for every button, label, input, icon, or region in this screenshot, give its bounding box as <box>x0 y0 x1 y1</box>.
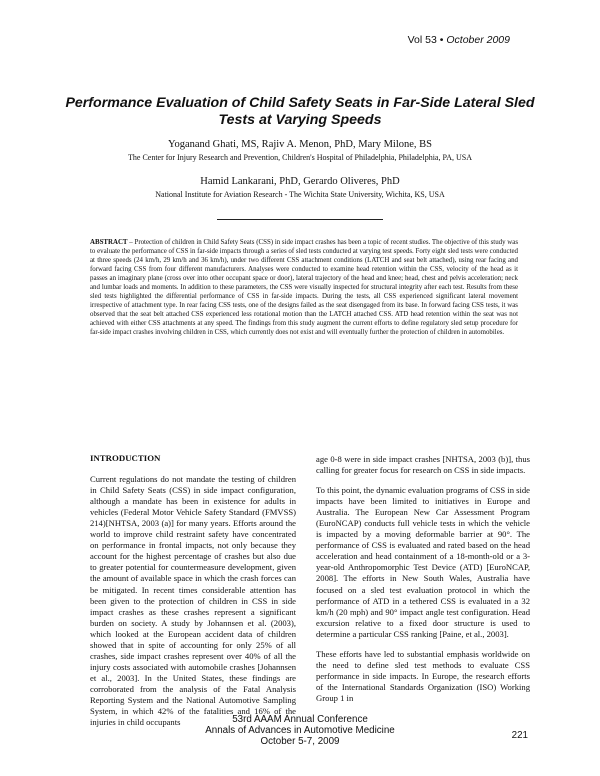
author-list-2: Hamid Lankarani, PhD, Gerardo Oliveres, PhD <box>200 176 400 187</box>
affiliation-1: The Center for Injury Research and Prevention, Children's Hospital of Philadelphia, Philadelphia, PA, USA <box>128 153 472 162</box>
affiliation-2: National Institute for Aviation Research - The Wichita State University, Wichita, KS, USA <box>155 190 445 199</box>
abstract-dash: – <box>127 239 135 246</box>
paragraph: Current regulations do not mandate the testing of children in Child Safety Seats (CSS) in side impact configuration, although a mandate has been in existence for adults in vehicles (Federal Motor Vehicle Safety Standard (FMVSS) 214)[NHTSA, 2003 (a)] for many years. Efforts around the world to improve child restraint safety have concentrated on performance in frontal impacts, not only because they account for the highest percentage of crashes but also due to greater potential for countermeasure development, given the amount of available space in which the crash forces can be mitigated. In recent times considerable attention has been given to the protection of children in CSS in side impact crashes as these crashes represent a significant burden on society. A study by Johannsen et al. (2003), which looked at the European accident data of children showed that in spite of accounting for only 25% of all crashes, side impact crashes represent over 40% of all the injury costs associated with automobile crashes [Johannsen et al., 2003]. In the United States, these findings are corroborated from the analysis of the Fatal Analysis Reporting System and the National Automotive Sampling System, in which 42% of the fatalities and 16% of the injuries in child occupants <box>90 474 296 728</box>
abstract <box>90 238 518 338</box>
paragraph: These efforts have led to substantial emphasis worldwide on the need to define sled test methods to evaluate CSS performance in side impacts. In Europe, the research efforts of the International Standards Organization (ISO) Working Group 1 in <box>316 648 530 703</box>
body-column-right <box>316 454 530 704</box>
header-separator: • <box>439 34 444 46</box>
conference-name: 53rd AAAM Annual Conference <box>232 714 368 725</box>
section-heading-introduction: INTRODUCTION <box>90 453 161 463</box>
author-list-1: Yoganand Ghati, MS, Rajiv A. Menon, PhD, Mary Milone, BS <box>167 139 433 150</box>
paragraph: age 0-8 were in side impact crashes [NHTSA, 2003 (b)], thus calling for greater focus for research on CSS in side impacts. <box>316 454 530 476</box>
abstract-text: Protection of children in Child Safety Seats (CSS) in side impact crashes has been a topic of recent studies. The objective of this study was to evaluate the performance of CSS in far-side impacts through a series of sled tests conducted at varying test speeds. Forty eight sled tests were conducted at three speeds (24 km/h, 29 km/h and 36 km/h), under two different CSS attachment conditions (LATCH and seat belt attached), using rear facing and forward facing CSS from four different manufacturers. Analyses were conducted to examine head retention within the CSS, velocity of the head as it passes an imaginary plane (cross over into other occupant space or door), lateral trajectory of the head and knee; head, chest and pelvis acceleration; neck and lumbar loads and moments. In addition to these parameters, the CSS were visually inspected for structural integrity after each test. Results from these sled tests highlighted the differential performance of CSS in far-side impacts. During the tests, all CSS experienced significant lateral movement irrespective of attachment type. In rear facing CSS tests, one of the designs failed as the seat disengaged from its base. In forward facing CSS tests, it was observed that the seat belt attached CSS experienced less rotational motion than the LATCH attached CSS. ATD head retention within the seat was not achieved with either CSS attachments at any speed. The findings from this study augment the current efforts to define regulatory sled setup procedure for far-side impact crashes involving children in CSS, which currently does not exist and will eventually further the protection of children in automobiles. <box>90 239 518 337</box>
conference-footer <box>150 714 450 747</box>
running-header <box>408 34 510 46</box>
page-number: 221 <box>511 730 528 741</box>
volume-label: Vol 53 <box>407 34 437 46</box>
journal-name: Annals of Advances in Automotive Medicine <box>205 725 395 736</box>
conference-dates: October 5-7, 2009 <box>260 736 340 747</box>
abstract-label: ABSTRACT <box>90 239 128 246</box>
issue-date: October 2009 <box>446 34 510 46</box>
title-divider <box>217 219 383 220</box>
body-column-left <box>90 453 296 728</box>
paragraph: To this point, the dynamic evaluation programs of CSS in side impacts have been limited to initiatives in Europe and Australia. The European New Car Assessment Program (EuroNCAP) conducts full vehicle tests in which the vehicle is impacted by a moving deformable barrier at 90°. The performance of CSS is evaluated and rated based on the head acceleration and head containment of a 18-month-old or a 3-year-old Anthropomorphic Test Device (ATD) [EuroNCAP, 2008]. The efforts in New South Wales, Australia have focused on a sled test evaluation protocol in which the performance of ATD in a tethered CSS is evaluated in a 32 km/h (20 mph) and 90° impact angle test configuration. Head excursion relative to a fixed door structure is used to determine a particular CSS ranking [Paine, et al., 2003]. <box>316 485 530 639</box>
paper-title: Performance Evaluation of Child Safety Seats in Far-Side Lateral Sled Tests at Varying Speeds <box>65 95 535 128</box>
